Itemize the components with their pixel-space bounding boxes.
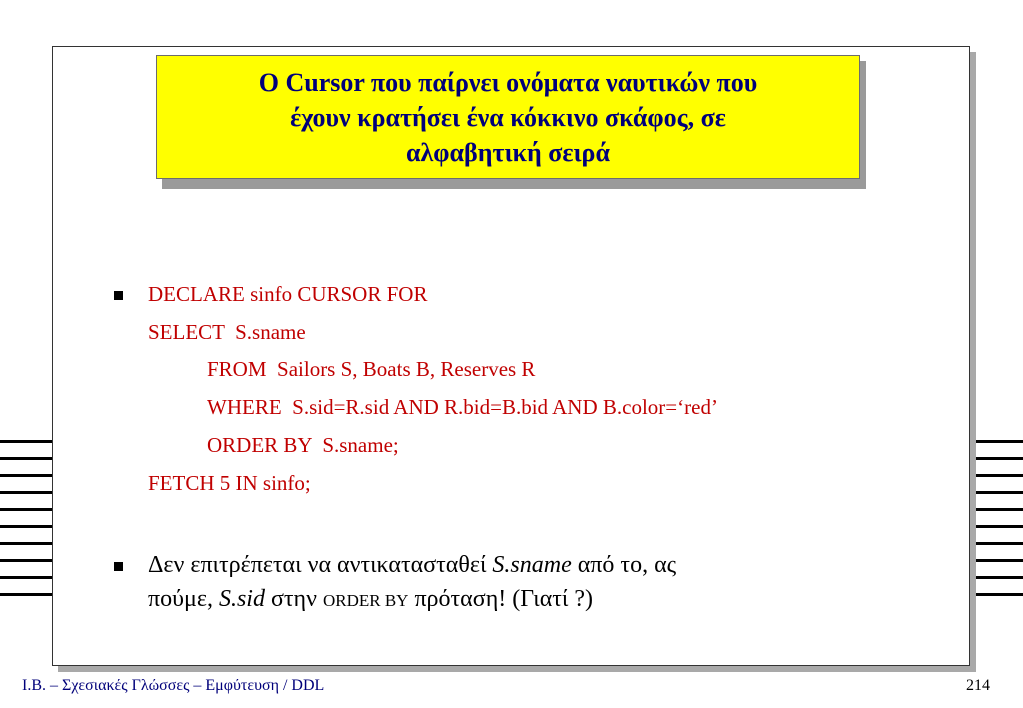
bullet-square-1 xyxy=(114,291,123,300)
code-line-order-by: ORDER BY S.sname; xyxy=(207,433,399,457)
code-line-declare: DECLARE sinfo CURSOR FOR xyxy=(148,282,428,306)
title-line-2: έχουν κρατήσει ένα κόκκινο σκάφος, σε xyxy=(290,102,726,132)
note-text-4: στην xyxy=(264,586,323,612)
note-text-2: από το, ας xyxy=(571,552,677,578)
code-line-where: WHERE S.sid=R.sid AND R.bid=B.bid AND B.color=‘red’ xyxy=(207,395,718,419)
note-paragraph xyxy=(148,548,928,618)
bullet-square-2 xyxy=(114,562,123,571)
code-line-fetch: FETCH 5 IN sinfo; xyxy=(148,471,311,495)
note-line-1 xyxy=(148,548,928,582)
note-line-2 xyxy=(148,582,928,618)
left-stripes-decoration xyxy=(0,440,52,610)
note-text-1: Δεν επιτρέπεται να αντικατασταθεί xyxy=(148,552,493,578)
note-sid: S.sid xyxy=(218,586,265,612)
page-number: 214 xyxy=(966,677,990,694)
note-order-by: ORDER BY xyxy=(322,591,409,610)
right-stripes-decoration xyxy=(971,440,1023,610)
code-line-select: SELECT S.sname xyxy=(148,320,306,344)
title-line-1: Ο Cursor που παίρνει ονόματα ναυτικών που xyxy=(258,67,758,97)
note-text-5: πρόταση! (Γιατί ?) xyxy=(408,586,594,612)
title-line-3: αλφαβητική σειρά xyxy=(406,137,610,167)
note-sname: S.sname xyxy=(492,552,572,578)
slide-title xyxy=(219,65,798,170)
note-text-3: πούμε, xyxy=(148,586,219,612)
code-line-from: FROM Sailors S, Boats B, Reserves R xyxy=(207,357,536,381)
title-box xyxy=(156,55,860,179)
footer-course-title: Ι.Β. – Σχεσιακές Γλώσσες – Εμφύτευση / DDL xyxy=(22,677,325,694)
